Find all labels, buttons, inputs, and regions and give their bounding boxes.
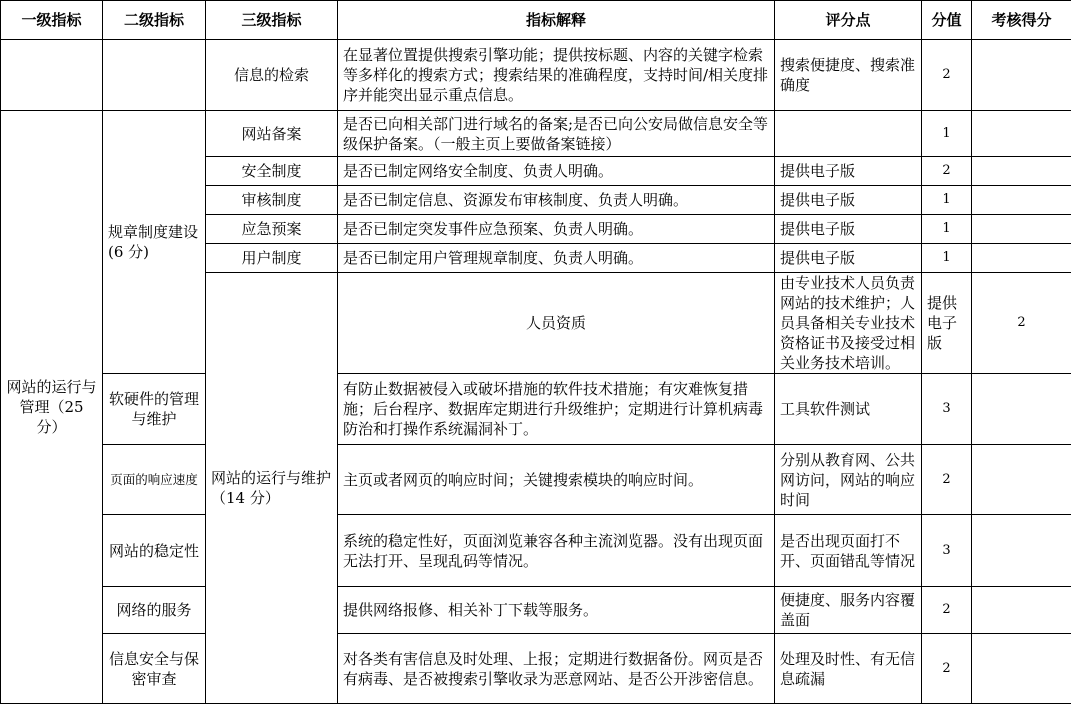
- table-row: [1, 374, 1071, 445]
- level3-cell: 人员资质: [338, 273, 775, 374]
- level1-cell-empty: [1, 40, 103, 111]
- assessment-cell[interactable]: [972, 515, 1071, 587]
- level3-cell: 应急预案: [206, 215, 338, 244]
- assessment-cell[interactable]: [972, 634, 1071, 704]
- level3-cell: 网站备案: [206, 111, 338, 157]
- level3-cell: 网站的稳定性: [103, 515, 206, 587]
- level2-group-label: 规章制度建设(6 分): [103, 111, 206, 374]
- assessment-cell[interactable]: [972, 445, 1071, 515]
- explanation-cell: 系统的稳定性好，页面浏览兼容各种主流浏览器。没有出现页面无法打开、呈现乱码等情况。: [338, 515, 775, 587]
- header-explanation: 指标解释: [338, 1, 775, 40]
- scoring-cell: [775, 111, 922, 157]
- explanation-cell: 对各类有害信息及时处理、上报；定期进行数据备份。网页是否有病毒、是否被搜索引擎收录为恶意网站、是否公开涉密信息。: [338, 634, 775, 704]
- scoring-cell: 搜索便捷度、搜索准确度: [775, 40, 922, 111]
- header-points: 分值: [922, 1, 972, 40]
- header-row: [1, 1, 1071, 40]
- assessment-cell[interactable]: [972, 587, 1071, 634]
- scoring-cell: 分别从教育网、公共网访问，网站的响应时间: [775, 445, 922, 515]
- points-cell: 1: [922, 215, 972, 244]
- scoring-cell: 提供电子版: [775, 215, 922, 244]
- explanation-cell: 提供网络报修、相关补丁下载等服务。: [338, 587, 775, 634]
- points-cell: 3: [922, 515, 972, 587]
- points-cell: 1: [922, 111, 972, 157]
- table-row: [1, 111, 1071, 157]
- explanation-cell: 在显著位置提供搜索引擎功能；提供按标题、内容的关键字检索等多样化的搜索方式；搜索结果的准确程度，支持时间/相关度排序并能突出显示重点信息。: [338, 40, 775, 111]
- level3-cell: 页面的响应速度: [103, 445, 206, 515]
- assessment-cell[interactable]: [972, 244, 1071, 273]
- points-cell: 2: [922, 445, 972, 515]
- level2-cell-empty: [103, 40, 206, 111]
- level3-cell: 用户制度: [206, 244, 338, 273]
- points-cell: 2: [922, 587, 972, 634]
- header-level2: 二级指标: [103, 1, 206, 40]
- points-cell: 3: [922, 374, 972, 445]
- points-cell: 1: [922, 244, 972, 273]
- assessment-cell[interactable]: [972, 215, 1071, 244]
- points-cell: 1: [922, 186, 972, 215]
- level3-cell: 信息的检索: [206, 40, 338, 111]
- scoring-cell: 提供电子版: [775, 157, 922, 186]
- table-row: [1, 40, 1071, 111]
- header-scoring-points: 评分点: [775, 1, 922, 40]
- scoring-cell: 工具软件测试: [775, 374, 922, 445]
- level2-group-label: 网站的运行与维护（14 分）: [206, 273, 338, 704]
- table-row: [1, 445, 1071, 515]
- table-row: [1, 515, 1071, 587]
- level3-cell: 网络的服务: [103, 587, 206, 634]
- scoring-cell: 提供电子版: [775, 186, 922, 215]
- scoring-cell: 处理及时性、有无信息疏漏: [775, 634, 922, 704]
- assessment-cell[interactable]: [972, 111, 1071, 157]
- table-row: [1, 587, 1071, 634]
- header-level1: 一级指标: [1, 1, 103, 40]
- scoring-cell: 便捷度、服务内容覆盖面: [775, 587, 922, 634]
- scoring-cell: 是否出现页面打不开、页面错乱等情况: [775, 515, 922, 587]
- explanation-cell: 由专业技术人员负责网站的技术维护；人员具备相关专业技术资格证书及接受过相关业务技术培训。: [775, 273, 922, 374]
- header-assessment: 考核得分: [972, 1, 1071, 40]
- explanation-cell: 有防止数据被侵入或破坏措施的软件技术措施；有灾难恢复措施；后台程序、数据库定期进行升级维护；定期进行计算机病毒防治和打操作系统漏洞补丁。: [338, 374, 775, 445]
- assessment-cell[interactable]: [972, 186, 1071, 215]
- points-cell: 2: [922, 157, 972, 186]
- explanation-cell: 是否已制定信息、资源发布审核制度、负责人明确。: [338, 186, 775, 215]
- assessment-cell[interactable]: [972, 157, 1071, 186]
- points-cell: 2: [972, 273, 1071, 374]
- explanation-cell: 是否已制定用户管理规章制度、负责人明确。: [338, 244, 775, 273]
- level3-cell: 安全制度: [206, 157, 338, 186]
- assessment-cell[interactable]: [972, 374, 1071, 445]
- level3-cell: 信息安全与保密审查: [103, 634, 206, 704]
- level3-cell: 审核制度: [206, 186, 338, 215]
- level1-group-label: 网站的运行与管理（25 分）: [1, 111, 103, 704]
- scoring-cell: 提供电子版: [775, 244, 922, 273]
- level3-cell: 软硬件的管理与维护: [103, 374, 206, 445]
- header-level3: 三级指标: [206, 1, 338, 40]
- assessment-cell[interactable]: [972, 40, 1071, 111]
- explanation-cell: 是否已制定网络安全制度、负责人明确。: [338, 157, 775, 186]
- explanation-cell: 是否已向相关部门进行域名的备案;是否已向公安局做信息安全等级保护备案。（一般主页上要做备案链接）: [338, 111, 775, 157]
- points-cell: 2: [922, 634, 972, 704]
- table-row: [1, 634, 1071, 704]
- explanation-cell: 是否已制定突发事件应急预案、负责人明确。: [338, 215, 775, 244]
- scoring-cell: 提供电子版: [922, 273, 972, 374]
- explanation-cell: 主页或者网页的响应时间；关键搜索模块的响应时间。: [338, 445, 775, 515]
- points-cell: 2: [922, 40, 972, 111]
